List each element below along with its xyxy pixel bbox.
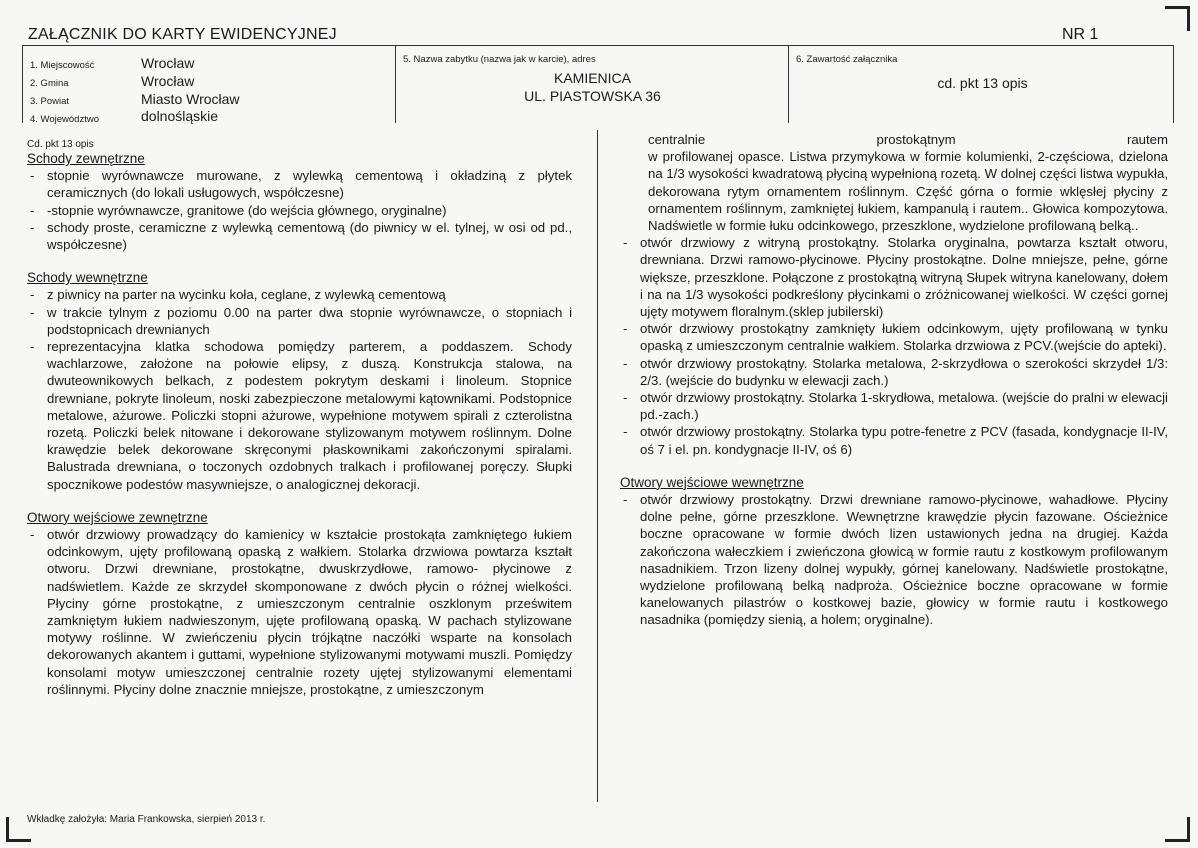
- document-number: NR 1: [1062, 26, 1099, 43]
- continued-text-lead: centralnie prostokątnym rautem: [648, 132, 1168, 147]
- list-item: - otwór drzwiowy prostokątny. Stolarka 1-skrydłowa, metalowa. (wejście do pralni w elewacji pd.-zach.): [620, 389, 1168, 423]
- location-value: Wrocław: [141, 55, 195, 71]
- monument-address: UL. PIASTOWSKA 36: [524, 88, 661, 104]
- section-heading: Otwory wejściowe zewnętrzne: [27, 509, 208, 525]
- scan-corner-mark: [1165, 817, 1190, 842]
- list-item: - otwór drzwiowy prostokątny. Stolarka typu potre-fenetre z PCV (fasada, kondygnacje II-IV, oś 7 i el. pn. kondygnacje II-IV, oś 6): [620, 423, 1168, 457]
- document-title: ZAŁĄCZNIK DO KARTY EWIDENCYJNEJ: [28, 26, 337, 43]
- location-label: 4. Województwo: [30, 114, 99, 125]
- list-item: - otwór drzwiowy z witryną prostokątny. Stolarka oryginalna, powtarza kształt otworu, drewniana. Drzwi ramowo-płycinowe. Płyciny prostokątne. Dolne mniejsze, pełne, górne większe, przeszklone. Połączone z prostokątną witryną Słupek witryna kanelowany, dołem i na na 1/3 wysokości podkreślony płycinkami o zróżnicowanej wielkości. W części gornej ujęty motywem floralnym.(sklep jubilerski): [620, 234, 1168, 320]
- monument-cell: [395, 46, 789, 123]
- scan-corner-mark: [1165, 6, 1190, 31]
- location-label: 1. Miejscowość: [30, 60, 95, 71]
- list-item: - z piwnicy na parter na wycinku koła, ceglane, z wylewką cementową: [27, 286, 572, 303]
- footer-author: Wkładkę założyła: Maria Frankowska, sierpień 2013 r.: [27, 814, 266, 825]
- list-item: - w trakcie tylnym z poziomu 0.00 na parter dwa stopnie wyrównawcze, o stopniach i podstopnicach drewnianych: [27, 304, 572, 338]
- list-item: - schody proste, ceramiczne z wylewką cementową (do piwnicy w el. tylnej, w osi od pd., współczesne): [27, 219, 572, 253]
- header-table: [22, 45, 1174, 123]
- list-item: - stopnie wyrównawcze murowane, z wylewką cementową i okładziną z płytek ceramicznych (do lokali usługowych, współczesne): [27, 167, 572, 201]
- continued-text: w profilowanej opasce. Listwa przymykowa w formie kolumienki, 2-częściowa, dzielona na 1/3 wysokości kwadratową płyciną wypełnioną rozetą. W dolnej części listwa wypukła, dekorowana rytym ornamentem roślinnym. Część górna o formie wklęsłej płyciny z ornamentem roślinnym, zamkniętej łukiem, kampanulą i rautem.. Głowica kompozytowa. Nadświetle w formie łuku odcinkowego, przeszklone, wydzielone profilowaną belką..: [648, 149, 1168, 234]
- list-item: - otwór drzwiowy prowadzący do kamienicy w kształcie prostokąta zamkniętego łukiem odcinkowym, ujęty profilowaną opaską z wałkiem. Stolarka drzwiowa powtarza kształt otworu. Drzwi drewniane, prostokątne, dwuskrzydłowe, ramowo- płycinowe z nadświetlem. Każde ze skrzydeł skomponowane z dwóch płycin o różnej wielkości. Płyciny górne prostokątne, z umieszczonym centralnie oszklonym prześwitem zamkniętym łukiem nadwieszonym, ujęte profilowaną opaską. W pachach stylizowane motywy roślinne. W zwieńczeniu płycin trójkątne naczółki wsparte na konsolach dekorowanych akantem i guttami, wypełnione stylizowanymi motywami muszli. Pomiędzy konsolami motyw umieszczonej centralnie rozety ujętej stylizowanymi elementami roślinnymi. Płyciny dolne znacznie mniejsze, prostokątne, z umieszczonym: [27, 526, 572, 698]
- list-item: - otwór drzwiowy prostokątny zamknięty łukiem odcinkowym, ujęty profilowaną w tynku opaską z umieszczonym centralnie wałkiem. Stolarka drzwiowa z PCV.(wejście do apteki).: [620, 320, 1168, 354]
- monument-label: 5. Nazwa zabytku (nazwa jak w karcie), adres: [403, 54, 596, 65]
- section-heading: Otwory wejściowe wewnętrzne: [620, 474, 804, 490]
- location-label: 2. Gmina: [30, 78, 69, 89]
- contents-label: 6. Zawartość załącznika: [796, 54, 898, 65]
- list-item: - otwór drzwiowy prostokątny. Drzwi drewniane ramowo-płycinowe, wahadłowe. Płyciny dolne pełne, górne przeszklone. Wewnętrzne krawędzie płycin fazowane. Ościeżnice boczne opracowane w formie dwóch lizen ustawionych jedna na drugiej. Każda zakończona wałeczkiem i zwieńczona głowicą w formie rautu z kostkowym profilowanym nasadnikiem. Trzon lizeny dolnej wypukły, górnej kanelowany. Nadświetle prostokątne, wydzielone profilowaną belką nadproża. Ościeżnice boczne opracowane w formie kanelowanych pilastrów o kostkowej bazie, głowicy w formie rautu i kostkowego nasadnika (pomiędzy sienią, a holem; oryginalne).: [620, 491, 1168, 629]
- location-value: Miasto Wrocław: [141, 91, 240, 107]
- location-label: 3. Powiat: [30, 96, 70, 107]
- section-heading: Schody zewnętrzne: [27, 151, 145, 166]
- contents-value: cd. pkt 13 opis: [937, 75, 1028, 91]
- left-column: [27, 150, 572, 698]
- list-item: - -stopnie wyrównawcze, granitowe (do wejścia głównego, oryginalne): [27, 202, 572, 219]
- list-item: - otwór drzwiowy prostokątny. Stolarka metalowa, 2-skrzydłowa o szerokości skrzydeł 1/3: 2/3. (wejście do budynku w elewacji zach.): [620, 355, 1168, 389]
- location-cell: [23, 46, 395, 123]
- list-item: - reprezentacyjna klatka schodowa pomiędzy parterem, a poddaszem. Schody wachlarzowe, założone na połowie elipsy, z duszą. Konstrukcja stalowa, na dwuteownikowych belkach, z podestem pokrytym deskami i linoleum. Stopnice drewniane, pokryte linoleum, noski zabezpieczone metalowymi kątownikami. Podstopnice metalowe, ażurowe. Policzki stopni ażurowe, wypełnione motywem spirali z czterolistna rozetą. Policzki belek nitowane i dekorowane stylizowanym motywem roślinnym. Dolne krawędzie belek dekorowane skręconymi płaskownikami zakończonymi spiralami. Balustrada drewniana, o toczonych ozdobnych tralkach i profilowanej poręczy. Słupki spocznikowe podestów masywniejsze, o analogicznej dekoracji.: [27, 338, 572, 493]
- continuation-label: Cd. pkt 13 opis: [27, 139, 94, 150]
- monument-name: KAMIENICA: [553, 70, 631, 86]
- contents-cell: [788, 46, 1176, 123]
- section-heading: Schody wewnętrzne: [27, 270, 148, 286]
- column-divider: [597, 130, 598, 802]
- location-value: Wrocław: [141, 73, 195, 89]
- location-value: dolnośląskie: [141, 108, 219, 124]
- right-column: [620, 131, 1168, 629]
